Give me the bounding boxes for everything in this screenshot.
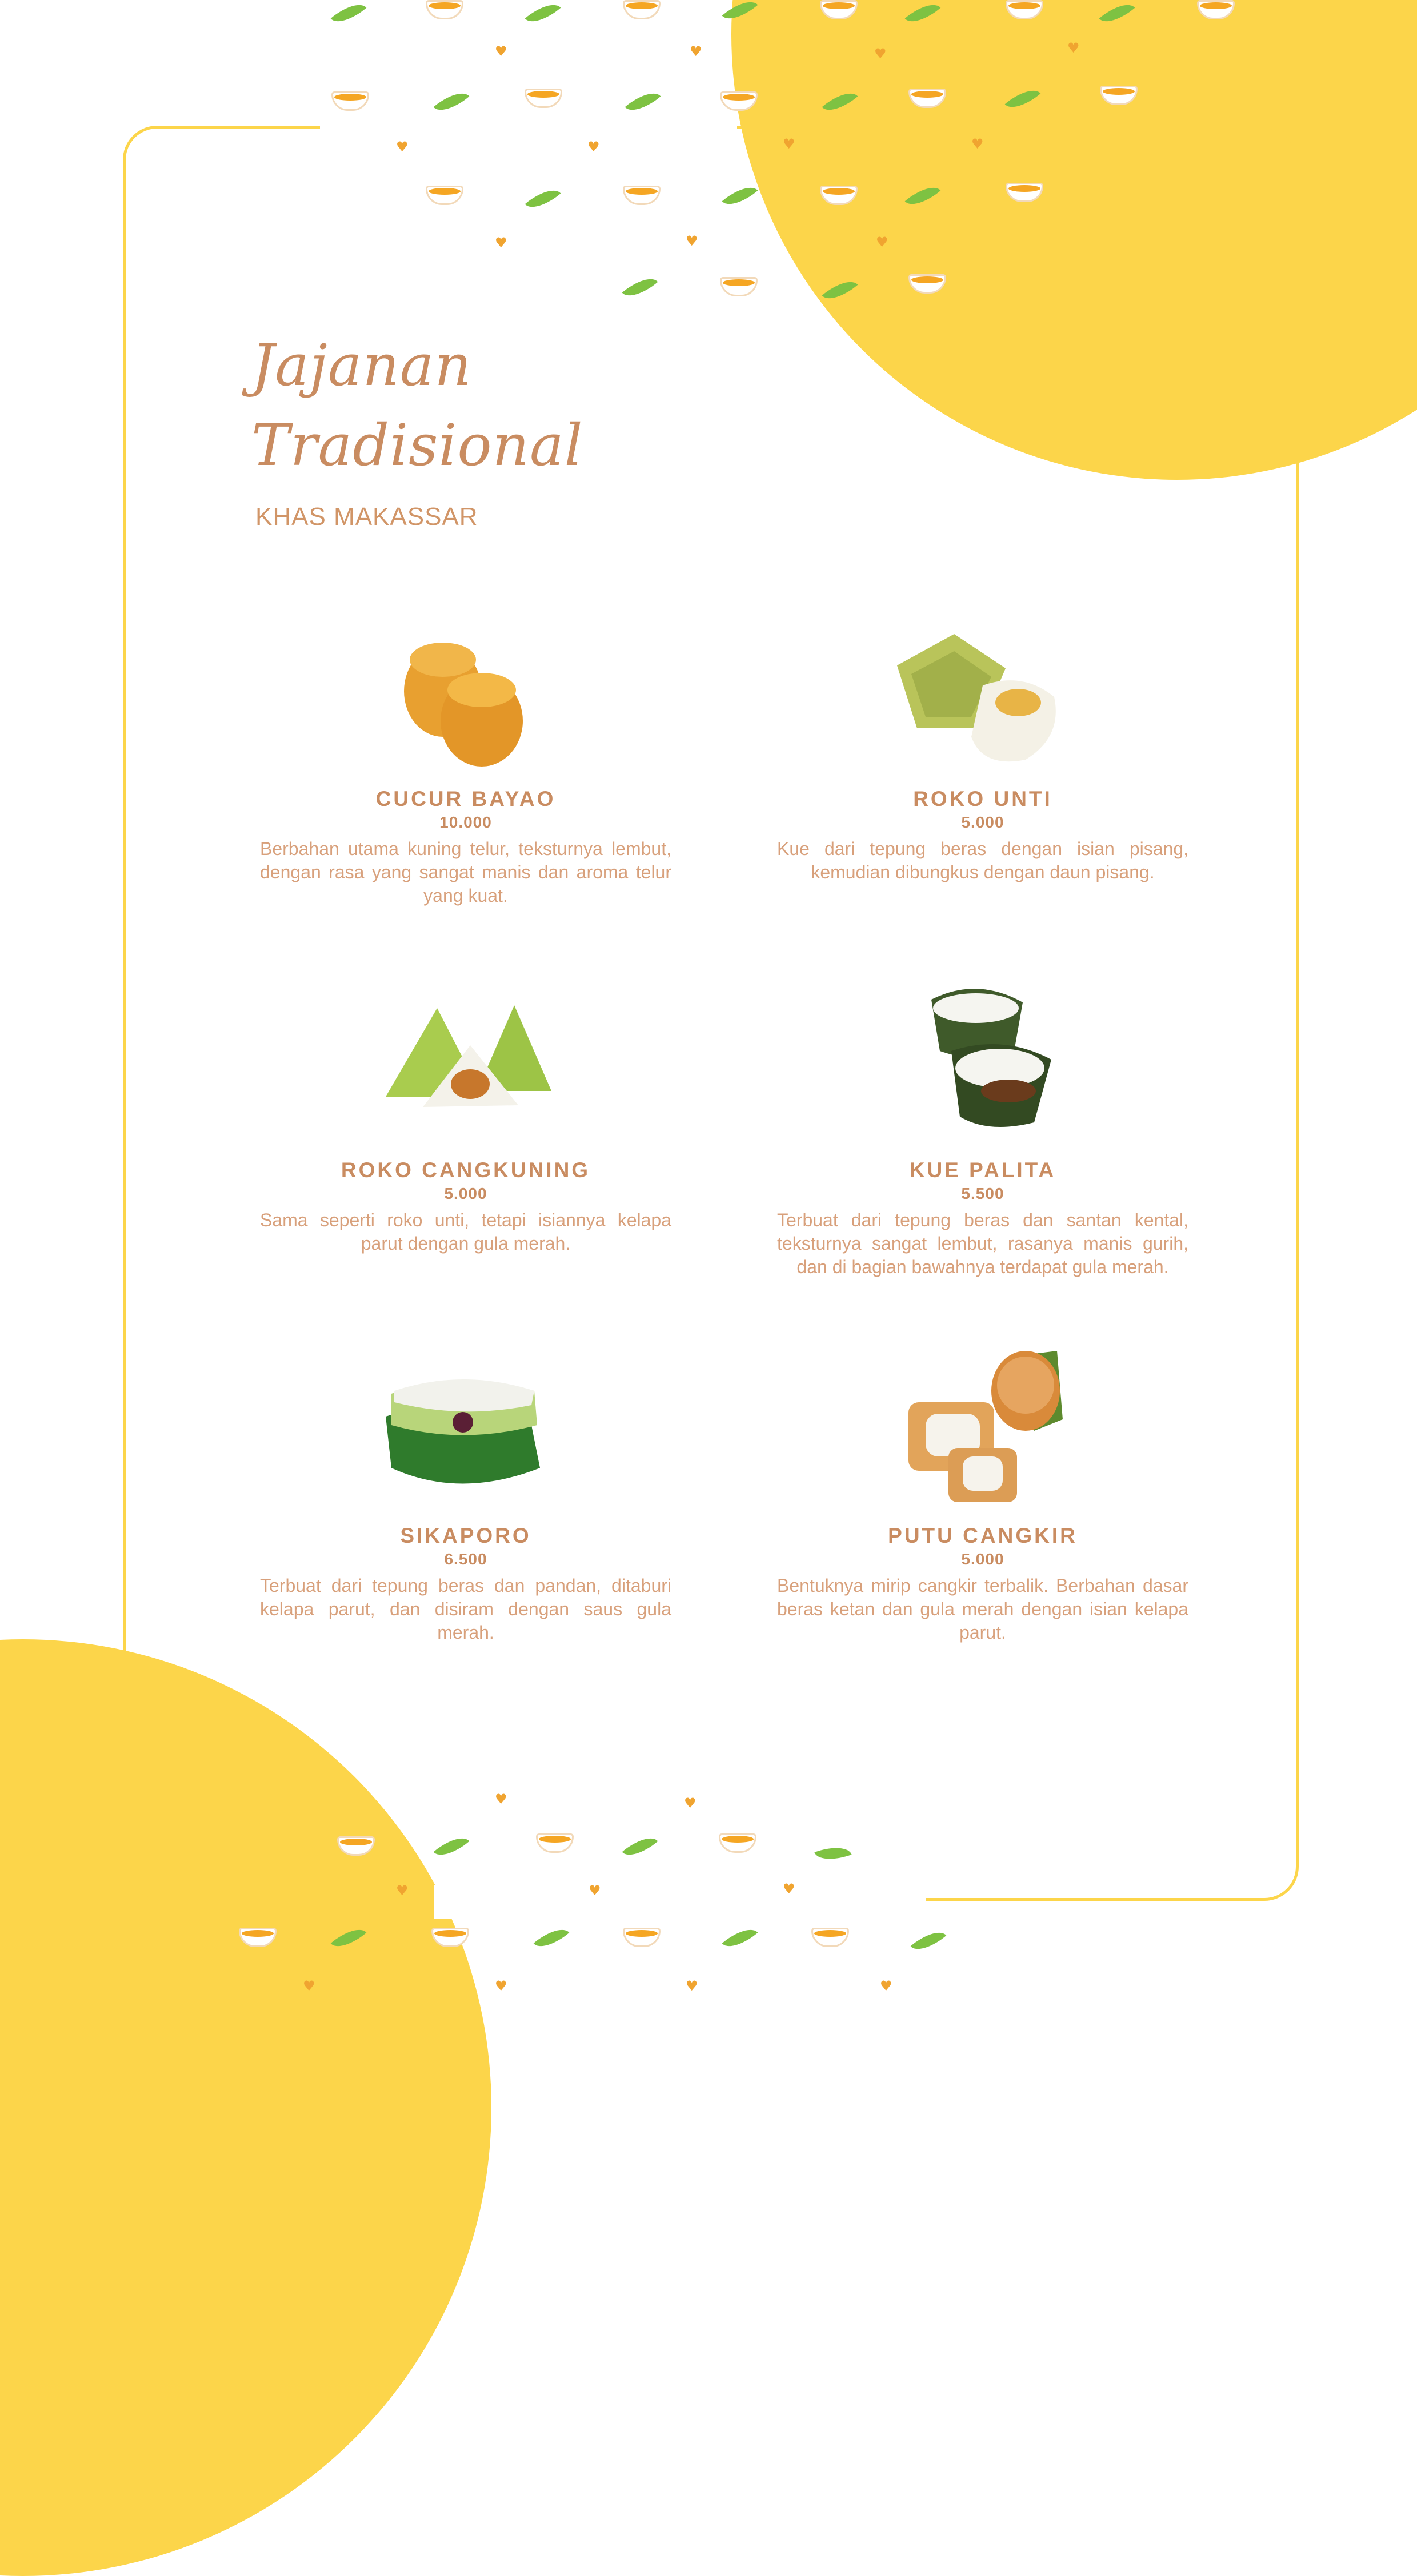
item-name: CUCUR BAYAO <box>375 787 556 810</box>
roko-unti-photo <box>886 634 1080 771</box>
heart-icon: ♥ <box>303 1978 315 1994</box>
sikaporo-photo <box>369 1371 563 1508</box>
frame-gap-top <box>320 114 737 143</box>
frame-gap-bottom <box>434 1885 926 1919</box>
menu-item-cucur-bayao <box>260 634 671 908</box>
cup-icon <box>623 1928 661 1947</box>
leaf-icon <box>525 0 561 30</box>
cup-icon <box>331 91 369 111</box>
item-price: 5.000 <box>961 813 1004 831</box>
item-name: ROKO UNTI <box>913 787 1052 810</box>
heart-icon: ♥ <box>684 1795 697 1811</box>
leaf-icon <box>434 85 470 118</box>
item-name: PUTU CANGKIR <box>888 1524 1078 1547</box>
leaf-icon <box>534 1921 570 1955</box>
item-description: Berbahan utama kuning telur, teksturnya lembut, dengan rasa yang sangat manis dan aroma telur yang kuat. <box>260 838 671 906</box>
menu-item-putu-cangkir <box>777 1345 1188 1644</box>
heart-icon: ♥ <box>874 46 887 62</box>
menu-item-sikaporo <box>260 1371 671 1644</box>
item-name: SIKAPORO <box>400 1524 531 1547</box>
leaf-icon <box>625 85 661 118</box>
item-description: Bentuknya mirip cangkir terbalik. Berbahan dasar beras ketan dan gula merah dengan isian kelapa parut. <box>777 1575 1188 1643</box>
cucur-bayao-photo <box>369 634 563 771</box>
heart-icon: ♥ <box>880 1978 892 1994</box>
page-title-line2: Tradisional <box>251 412 583 479</box>
page-title-line1: Jajanan <box>251 332 472 399</box>
heart-icon: ♥ <box>686 1978 698 1994</box>
heart-icon: ♥ <box>396 139 409 155</box>
item-price: 5.000 <box>444 1185 487 1202</box>
menu-item-roko-unti <box>777 634 1188 884</box>
item-price: 10.000 <box>439 813 492 831</box>
menu-item-kue-palita <box>777 982 1188 1279</box>
putu-cangkir-photo <box>886 1345 1080 1508</box>
item-description: Terbuat dari tepung beras dan pandan, ditaburi kelapa parut, dan disiram dengan saus gula merah. <box>260 1575 671 1643</box>
heart-icon: ♥ <box>971 136 984 152</box>
heart-icon: ♥ <box>686 233 698 249</box>
menu-item-roko-cangkuning <box>260 1005 671 1255</box>
item-description: Kue dari tepung beras dengan isian pisang, kemudian dibungkus dengan daun pisang. <box>777 838 1188 882</box>
heart-icon: ♥ <box>589 1883 601 1899</box>
cup-icon <box>525 89 562 108</box>
heart-icon: ♥ <box>495 1791 507 1807</box>
cup-icon <box>811 1928 849 1947</box>
kue-palita-photo <box>886 982 1080 1142</box>
roko-cangkuning-photo <box>369 1005 563 1142</box>
leaf-icon <box>911 1924 947 1957</box>
item-description: Sama seperti roko unti, tetapi isiannya kelapa parut dengan gula merah. <box>260 1210 671 1254</box>
heart-icon: ♥ <box>1067 40 1080 56</box>
heart-icon: ♥ <box>690 43 702 59</box>
heart-icon: ♥ <box>587 139 600 155</box>
item-price: 6.500 <box>444 1550 487 1568</box>
heart-icon: ♥ <box>876 234 888 250</box>
heart-icon: ♥ <box>783 136 795 152</box>
cup-icon <box>426 0 463 19</box>
heart-icon: ♥ <box>783 1881 795 1897</box>
page-subtitle: KHAS MAKASSAR <box>255 503 478 531</box>
cup-icon <box>623 0 661 19</box>
heart-icon: ♥ <box>495 235 507 251</box>
item-description: Terbuat dari tepung beras dan santan kental, teksturnya sangat lembut, rasanya manis gurih, dan di bagian bawahnya terdapat gula merah. <box>777 1210 1188 1277</box>
item-name: ROKO CANGKUNING <box>341 1158 591 1182</box>
heart-icon: ♥ <box>495 43 507 59</box>
leaf-icon <box>722 1921 758 1955</box>
item-price: 5.500 <box>961 1185 1004 1202</box>
item-price: 5.000 <box>961 1550 1004 1568</box>
leaf-icon <box>331 0 367 30</box>
heart-icon: ♥ <box>495 1978 507 1994</box>
heart-icon: ♥ <box>396 1883 409 1899</box>
item-name: KUE PALITA <box>909 1158 1056 1182</box>
